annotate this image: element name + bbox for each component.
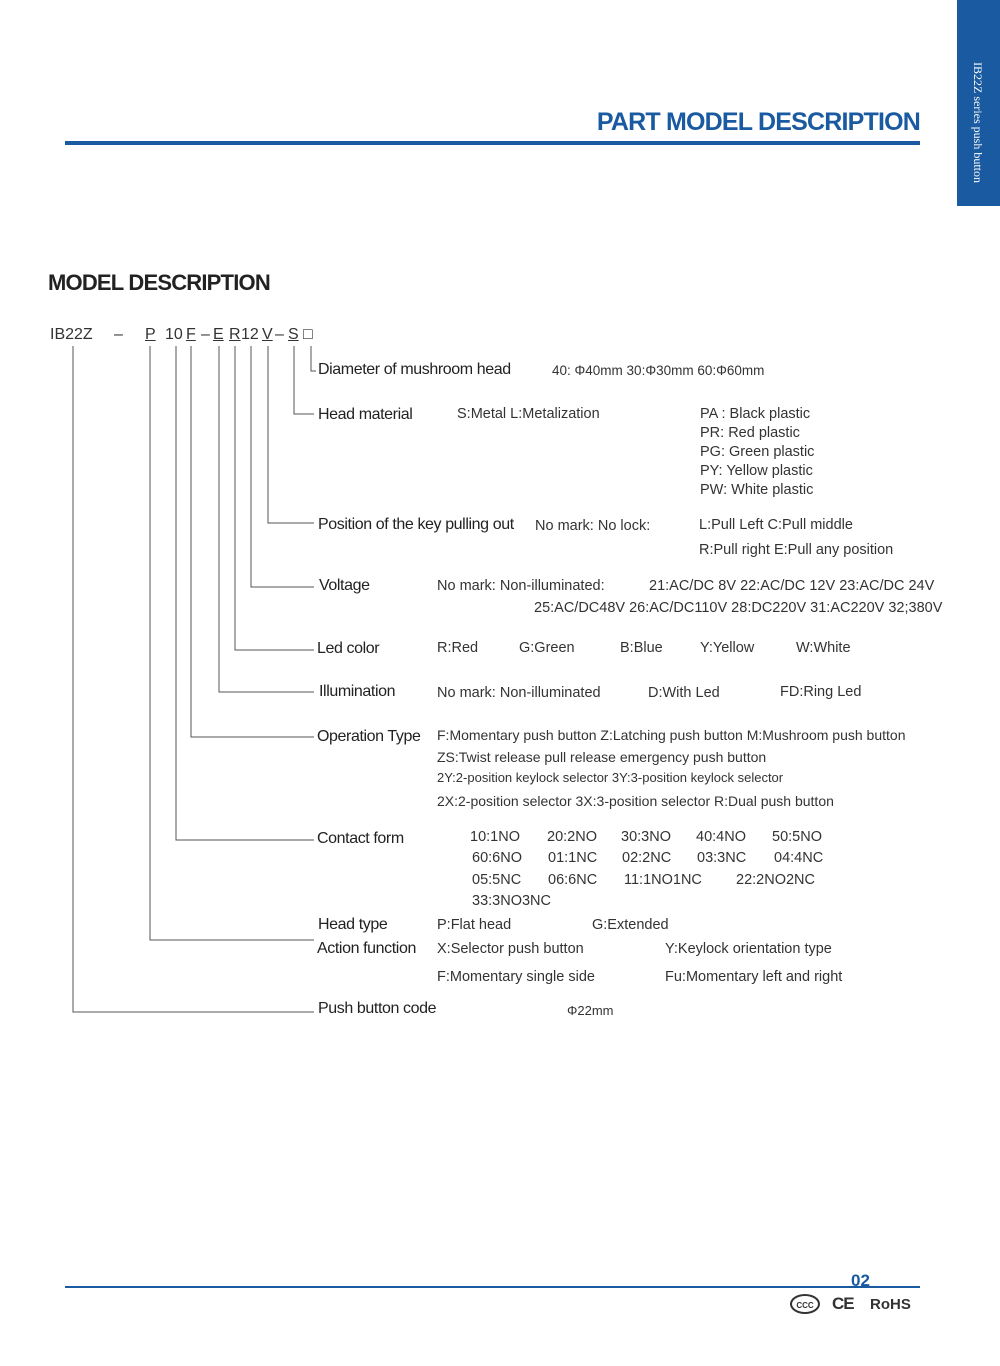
tree-line-head-type [150,346,314,940]
voltage-options-2: 25:AC/DC48V 26:AC/DC110V 28:DC220V 31:AC220V 32;380V [534,600,943,616]
illumination-none: No mark: Non-illuminated [437,685,601,701]
contact-option: 33:3NO3NC [472,893,551,909]
key-position-r-e: R:Pull right E:Pull any position [699,542,894,558]
led-color-blue: B:Blue [620,640,663,656]
contact-option: 04:4NC [774,850,824,866]
row-label-diameter: Diameter of mushroom head [318,361,511,378]
push-button-diameter: Φ22mm [567,1003,614,1018]
code-dash: – [114,326,123,343]
contact-option: 11:1NO1NC [624,872,702,888]
code-12: 12 [241,326,259,343]
row-label-head-material: Head material [318,406,413,423]
contact-option: 30:3NO [621,829,671,845]
action-keylock-orientation: Y:Keylock orientation type [665,941,832,957]
rohs-mark: RoHS [870,1296,911,1313]
head-material-py: PY: Yellow plastic [700,463,813,479]
operation-line-4: 2X:2-position selector 3X:3-position selector R:Dual push button [437,793,834,809]
code-e: E [213,326,224,343]
contact-option: 06:6NC [548,872,598,888]
tree-line-contact-form [176,346,314,840]
code-v: V [262,326,273,343]
row-label-operation-type: Operation Type [317,728,421,745]
head-material-pr: PR: Red plastic [700,425,800,441]
row-label-key-position: Position of the key pulling out [318,516,514,533]
contact-option: 20:2NO [547,829,597,845]
row-value-key-position: No mark: No lock: [535,518,651,534]
tree-line-led-color [235,346,314,650]
code-box: □ [303,326,313,343]
tree-line-key-position [268,346,314,523]
contact-option: 50:5NO [772,829,822,845]
row-label-head-type: Head type [318,916,388,933]
action-selector-push: X:Selector push button [437,941,584,957]
code-r: R [229,326,241,343]
row-value-head-material: S:Metal L:Metalization [457,406,600,422]
operation-line-2: ZS:Twist release pull release emergency push button [437,749,767,765]
contact-option: 02:2NC [622,850,672,866]
page-title: PART MODEL DESCRIPTION [596,108,920,136]
head-material-pa: PA : Black plastic [700,406,811,422]
ccc-mark-icon: CCC [790,1294,820,1314]
code-p: P [145,326,156,343]
row-value-diameter: 40: Φ40mm 30:Φ30mm 60:Φ60mm [552,363,765,378]
page-number: 02 [851,1271,870,1290]
section-title: MODEL DESCRIPTION [48,270,270,295]
row-label-voltage: Voltage [319,577,370,594]
led-color-red: R:Red [437,640,479,656]
code-dash: – [275,326,284,343]
row-label-led-color: Led color [317,640,380,657]
action-momentary-single: F:Momentary single side [437,969,595,985]
action-momentary-left-right: Fu:Momentary left and right [665,969,843,985]
tree-line-diameter [311,346,316,371]
tree-line-push-button-code [73,346,314,1012]
voltage-options-1: 21:AC/DC 8V 22:AC/DC 12V 23:AC/DC 24V [649,578,935,594]
code-dash: – [201,326,210,343]
ce-mark-icon: CE [832,1294,854,1313]
contact-option: 10:1NO [470,829,520,845]
side-tab-text: IB22Z series push button [971,62,985,183]
contact-option: 60:6NO [472,850,522,866]
head-material-pw: PW: White plastic [700,482,814,498]
led-color-green: G:Green [519,640,575,656]
tree-line-illumination [219,346,314,692]
code-s: S [288,326,299,343]
contact-option: 01:1NC [548,850,598,866]
row-value-voltage: No mark: Non-illuminated: [437,578,605,594]
illumination-ring-led: FD:Ring Led [780,684,862,700]
row-label-contact-form: Contact form [317,830,404,847]
tree-line-operation-type [191,346,314,737]
head-material-pg: PG: Green plastic [700,444,815,460]
footer-divider [65,1286,920,1288]
code-prefix: IB22Z [50,326,93,343]
contact-option: 40:4NO [696,829,746,845]
illumination-with-led: D:With Led [648,685,720,701]
led-color-white: W:White [796,640,851,656]
contact-option: 22:2NO2NC [736,872,815,888]
code-10: 10 [165,326,183,343]
head-type-extended: G:Extended [592,917,669,933]
key-position-l-c: L:Pull Left C:Pull middle [699,517,853,533]
contact-option: 05:5NC [472,872,522,888]
head-type-flat: P:Flat head [437,917,512,933]
led-color-yellow: Y:Yellow [700,640,755,656]
operation-line-3: 2Y:2-position keylock selector 3Y:3-position keylock selector [437,770,784,785]
tree-line-voltage [251,346,314,587]
contact-option: 03:3NC [697,850,747,866]
operation-line-1: F:Momentary push button Z:Latching push button M:Mushroom push button [437,727,906,743]
code-f: F [186,326,196,343]
row-label-push-button-code: Push button code [318,1000,437,1017]
row-label-illumination: Illumination [319,683,396,700]
row-label-action-function: Action function [317,940,416,957]
